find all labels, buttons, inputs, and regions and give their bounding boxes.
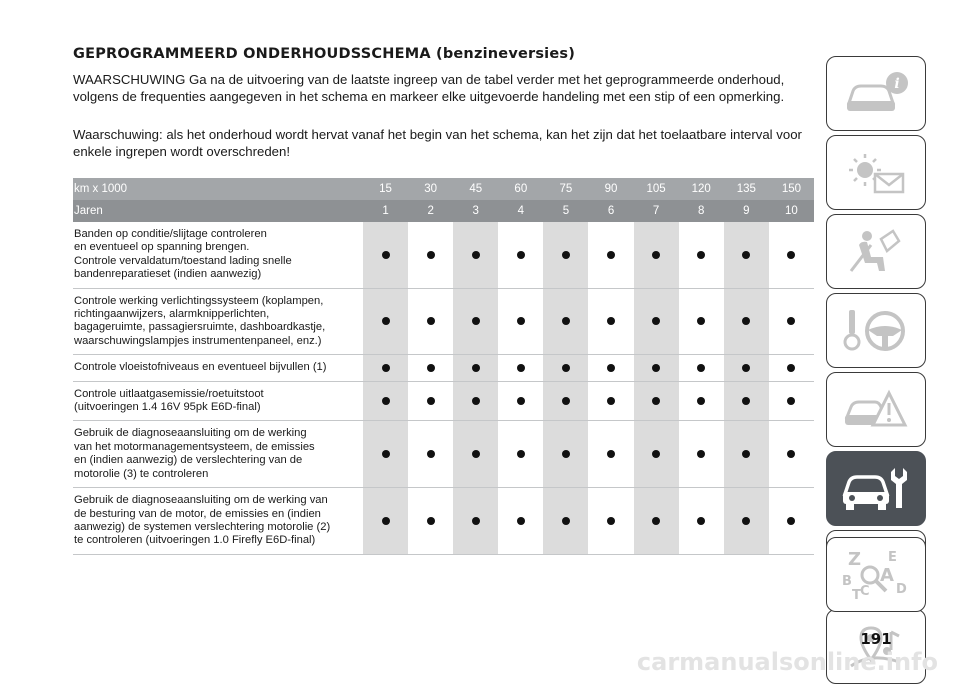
km-value: 120 xyxy=(679,178,724,200)
schedule-cell xyxy=(769,421,814,488)
scheduled-dot xyxy=(607,517,615,525)
schedule-cell xyxy=(453,421,498,488)
scheduled-dot xyxy=(427,517,435,525)
index-letter: C xyxy=(860,583,870,599)
chapter-tab-dashboard[interactable] xyxy=(826,56,926,131)
year-value: 10 xyxy=(769,200,814,222)
year-value: 5 xyxy=(543,200,588,222)
schedule-cell xyxy=(498,222,543,288)
schedule-cell xyxy=(769,288,814,355)
index-letter: A xyxy=(880,564,894,586)
year-value: 7 xyxy=(634,200,679,222)
schedule-cell xyxy=(363,222,408,288)
scheduled-dot xyxy=(562,251,570,259)
scheduled-dot xyxy=(742,450,750,458)
km-value: 30 xyxy=(408,178,453,200)
schedule-cell xyxy=(408,288,453,355)
chapter-tab-safety[interactable] xyxy=(826,214,926,289)
schedule-cell xyxy=(588,355,633,381)
schedule-cell xyxy=(498,381,543,421)
schedule-cell xyxy=(634,381,679,421)
schedule-cell xyxy=(498,488,543,555)
scheduled-dot xyxy=(607,364,615,372)
schedule-cell xyxy=(679,381,724,421)
scheduled-dot xyxy=(697,517,705,525)
km-header-row xyxy=(73,178,814,200)
index-letter: D xyxy=(896,581,907,597)
schedule-cell xyxy=(498,355,543,381)
table-row xyxy=(73,355,814,381)
schedule-cell xyxy=(679,288,724,355)
scheduled-dot xyxy=(382,397,390,405)
index-letter: Z xyxy=(848,548,862,570)
car-wrench-icon xyxy=(841,464,911,514)
schedule-cell xyxy=(679,488,724,555)
scheduled-dot xyxy=(517,397,525,405)
km-value: 90 xyxy=(588,178,633,200)
scheduled-dot xyxy=(652,450,660,458)
scheduled-dot xyxy=(517,251,525,259)
year-value: 8 xyxy=(679,200,724,222)
schedule-cell xyxy=(543,488,588,555)
scheduled-dot xyxy=(382,251,390,259)
schedule-cell xyxy=(634,222,679,288)
scheduled-dot xyxy=(787,397,795,405)
table-row xyxy=(73,288,814,355)
schedule-cell xyxy=(408,222,453,288)
schedule-cell xyxy=(363,355,408,381)
schedule-cell xyxy=(679,421,724,488)
scheduled-dot xyxy=(607,397,615,405)
schedule-cell xyxy=(408,381,453,421)
schedule-cell xyxy=(453,222,498,288)
schedule-cell xyxy=(543,222,588,288)
scheduled-dot xyxy=(517,364,525,372)
seat-airbag-icon xyxy=(841,227,911,277)
km-value: 150 xyxy=(769,178,814,200)
scheduled-dot xyxy=(607,251,615,259)
scheduled-dot xyxy=(562,317,570,325)
schedule-cell xyxy=(363,421,408,488)
scheduled-dot xyxy=(742,397,750,405)
years-header-label: Jaren xyxy=(73,200,363,222)
years-header-row xyxy=(73,200,814,222)
year-value: 9 xyxy=(724,200,769,222)
schedule-cell xyxy=(769,222,814,288)
scheduled-dot xyxy=(652,317,660,325)
car-crash-warning-icon xyxy=(841,385,911,435)
schedule-cell xyxy=(363,288,408,355)
key-steering-wheel-icon xyxy=(841,306,911,356)
scheduled-dot xyxy=(742,251,750,259)
scheduled-dot xyxy=(472,317,480,325)
scheduled-dot xyxy=(427,317,435,325)
maintenance-task: Controle uitlaatgasemissie/roetuitstoot (uitvoeringen 1.4 16V 95pk E6D-final) xyxy=(73,381,363,421)
schedule-cell xyxy=(543,421,588,488)
maintenance-task: Gebruik de diagnoseaansluiting om de werking van de besturing van de motor, de emissies en (indien aanwezig) de systemen verslechtering motorolie (2) te controleren (uitvoeringen 1.0 Firefly E6D-final) xyxy=(73,488,363,555)
scheduled-dot xyxy=(787,517,795,525)
warning-lights-mail-icon xyxy=(841,148,911,198)
schedule-cell xyxy=(724,381,769,421)
table-row xyxy=(73,381,814,421)
scheduled-dot xyxy=(472,517,480,525)
scheduled-dot xyxy=(697,317,705,325)
scheduled-dot xyxy=(427,251,435,259)
schedule-cell xyxy=(363,488,408,555)
warning-paragraph-restart: Waarschuwing: als het onderhoud wordt hervat vanaf het begin van het schema, kan het zijn dat het toelaatbare interval voor enkele ingrepen wordt overschreden! xyxy=(73,127,802,159)
scheduled-dot xyxy=(697,251,705,259)
schedule-cell xyxy=(724,355,769,381)
scheduled-dot xyxy=(742,364,750,372)
scheduled-dot xyxy=(562,364,570,372)
year-value: 1 xyxy=(363,200,408,222)
schedule-cell xyxy=(588,421,633,488)
schedule-cell xyxy=(588,288,633,355)
schedule-cell xyxy=(498,288,543,355)
km-value: 60 xyxy=(498,178,543,200)
warning-paragraph: WAARSCHUWING Ga na de uitvoering van de laatste ingreep van de tabel verder met het geprogrammeerde onderhoud, volgens de frequenties aangegeven in het schema en markeer elke uitgevoerde handeling met een stip of een opmerking. xyxy=(73,72,785,104)
schedule-cell xyxy=(363,381,408,421)
scheduled-dot xyxy=(742,517,750,525)
table-row xyxy=(73,222,814,288)
maintenance-task: Gebruik de diagnoseaansluiting om de werking van het motormanagementsysteem, de emissies en (indien aanwezig) de verslechtering van de motorolie (3) te controleren xyxy=(73,421,363,488)
schedule-cell xyxy=(634,488,679,555)
scheduled-dot xyxy=(427,364,435,372)
table-row xyxy=(73,488,814,555)
scheduled-dot xyxy=(472,397,480,405)
scheduled-dot xyxy=(472,450,480,458)
schedule-cell xyxy=(498,421,543,488)
schedule-cell xyxy=(769,355,814,381)
scheduled-dot xyxy=(607,450,615,458)
schedule-cell xyxy=(724,288,769,355)
chapter-tab-warnings[interactable] xyxy=(826,135,926,210)
maintenance-task: Controle werking verlichtingssysteem (koplampen, richtingaanwijzers, alarmknipperlichten, bagageruimte, passagiersruimte, dashboardkastje, waarschuwingslampjes instrumentenpaneel, enz.) xyxy=(73,288,363,355)
index-letter: B xyxy=(842,573,852,589)
scheduled-dot xyxy=(652,397,660,405)
scheduled-dot xyxy=(562,517,570,525)
scheduled-dot xyxy=(607,317,615,325)
schedule-cell xyxy=(588,488,633,555)
scheduled-dot xyxy=(652,251,660,259)
year-value: 3 xyxy=(453,200,498,222)
page-heading: GEPROGRAMMEERD ONDERHOUDSSCHEMA (benzineversies) xyxy=(73,46,576,62)
schedule-cell xyxy=(769,381,814,421)
alphabetical-index-icon xyxy=(836,545,916,605)
schedule-cell xyxy=(543,381,588,421)
chapter-tab-index[interactable] xyxy=(826,537,926,612)
schedule-cell xyxy=(543,288,588,355)
km-value: 45 xyxy=(453,178,498,200)
schedule-cell xyxy=(724,222,769,288)
scheduled-dot xyxy=(787,450,795,458)
schedule-body xyxy=(73,222,814,554)
schedule-cell xyxy=(453,488,498,555)
index-letter: E xyxy=(888,549,897,565)
chapter-tab-maintenance[interactable] xyxy=(826,451,926,526)
schedule-cell xyxy=(634,421,679,488)
scheduled-dot xyxy=(382,364,390,372)
schedule-cell xyxy=(408,355,453,381)
table-row xyxy=(73,421,814,488)
car-info-icon xyxy=(841,69,911,119)
year-value: 4 xyxy=(498,200,543,222)
schedule-cell xyxy=(543,355,588,381)
index-letter: T xyxy=(852,587,861,603)
scheduled-dot xyxy=(697,397,705,405)
schedule-cell xyxy=(724,488,769,555)
scheduled-dot xyxy=(382,317,390,325)
schedule-cell xyxy=(408,421,453,488)
svg-text:i: i xyxy=(894,75,900,92)
chapter-tab-starting-driving[interactable] xyxy=(826,293,926,368)
schedule-cell xyxy=(453,355,498,381)
km-value: 135 xyxy=(724,178,769,200)
schedule-cell xyxy=(588,222,633,288)
chapter-tab-emergency[interactable] xyxy=(826,372,926,447)
scheduled-dot xyxy=(742,317,750,325)
schedule-cell xyxy=(679,355,724,381)
scheduled-dot xyxy=(517,450,525,458)
scheduled-dot xyxy=(787,364,795,372)
schedule-cell xyxy=(724,421,769,488)
year-value: 2 xyxy=(408,200,453,222)
scheduled-dot xyxy=(697,364,705,372)
km-value: 75 xyxy=(543,178,588,200)
scheduled-dot xyxy=(472,364,480,372)
watermark: carmanualsonline.info xyxy=(636,648,938,676)
scheduled-dot xyxy=(427,450,435,458)
scheduled-dot xyxy=(562,397,570,405)
scheduled-dot xyxy=(787,251,795,259)
scheduled-dot xyxy=(562,450,570,458)
scheduled-dot xyxy=(517,317,525,325)
schedule-cell xyxy=(408,488,453,555)
maintenance-task: Controle vloeistofniveaus en eventueel bijvullen (1) xyxy=(73,355,363,381)
schedule-cell xyxy=(588,381,633,421)
schedule-cell xyxy=(453,288,498,355)
scheduled-dot xyxy=(382,517,390,525)
scheduled-dot xyxy=(652,517,660,525)
scheduled-dot xyxy=(472,251,480,259)
maintenance-task: Banden op conditie/slijtage controleren en eventueel op spanning brengen. Controle vervaldatum/toestand lading snelle bandenreparatieset (indien aanwezig) xyxy=(73,222,363,288)
scheduled-dot xyxy=(787,317,795,325)
km-value: 15 xyxy=(363,178,408,200)
maintenance-schedule-table xyxy=(73,178,814,555)
scheduled-dot xyxy=(517,517,525,525)
km-value: 105 xyxy=(634,178,679,200)
scheduled-dot xyxy=(382,450,390,458)
scheduled-dot xyxy=(427,397,435,405)
schedule-cell xyxy=(453,381,498,421)
scheduled-dot xyxy=(697,450,705,458)
schedule-cell xyxy=(634,288,679,355)
schedule-cell xyxy=(634,355,679,381)
schedule-cell xyxy=(679,222,724,288)
km-header-label: km x 1000 xyxy=(73,178,363,200)
schedule-cell xyxy=(769,488,814,555)
year-value: 6 xyxy=(588,200,633,222)
scheduled-dot xyxy=(652,364,660,372)
page-number: 191 xyxy=(860,630,892,648)
